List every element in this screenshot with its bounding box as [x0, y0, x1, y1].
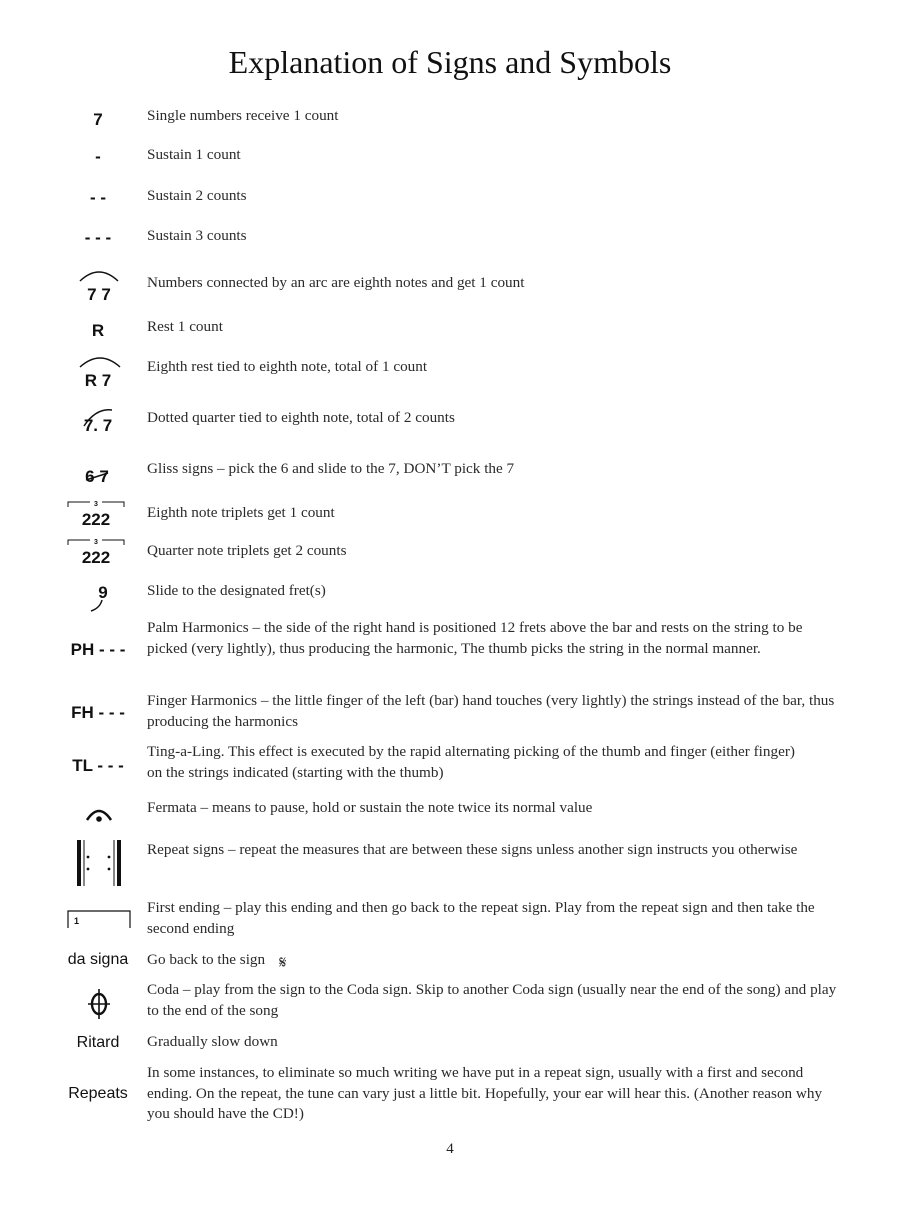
dotted-quarter-tie-symbol-text: 7. 7 [83, 416, 113, 435]
eighth-triplet-symbol-text: 222 [81, 510, 111, 529]
eighth-rest-tie-symbol [62, 349, 132, 391]
entry-description: Ting-a-Ling. This effect is executed by the rapid alternating picking of the thumb and finger (either finger) on the strings indicated (starting with the thumb) [147, 743, 795, 781]
quarter-triplet-symbol-text: 222 [81, 548, 111, 567]
slide-symbol-text: 9 [98, 583, 108, 602]
entry-description: Slide to the designated fret(s) [147, 582, 326, 599]
entry-description: Finger Harmonics – the little finger of the left (bar) hand touches (very lightly) the strings instead of the bar, thus producing the harmonics [147, 692, 835, 730]
entry-description: Gliss signs – pick the 6 and slide to the 7, DON’T pick the 7 [147, 460, 515, 477]
entry-description: Sustain 1 count [147, 146, 241, 163]
eighth-notes-symbol [64, 263, 134, 305]
entry-description: Rest 1 count [147, 318, 223, 335]
entry-description: Single numbers receive 1 count [147, 107, 339, 124]
entry-description [147, 949, 837, 971]
eighth-triplet-symbol [64, 498, 128, 530]
entry-description: Quarter note triplets get 2 counts [147, 542, 347, 559]
sustain-3-symbol: - - - [84, 228, 112, 247]
gliss-symbol-text: 6 7 [85, 467, 109, 486]
dotted-quarter-tie-symbol [62, 402, 132, 438]
entry-description: First ending – play this ending and then go back to the repeat sign. Play from the repeat sign and then take the second ending [147, 899, 815, 937]
single-number-symbol: 7 [93, 110, 103, 129]
quarter-triplet-symbol [64, 536, 128, 568]
entry-description: In some instances, to eliminate so much writing we have put in a repeat sign, usually with a first and second ending. On the repeat, the tune can vary just a little bit. Hopefully, your ear will hear this. (Another reason why you should have the CD!) [147, 1064, 823, 1122]
entry-description: Repeat signs – repeat the measures that are between these signs unless another sign instructs you otherwise [147, 841, 798, 858]
rest-symbol: R [91, 321, 105, 340]
ritard-label: Ritard [76, 1034, 120, 1051]
entry-description: Palm Harmonics – the side of the right hand is positioned 12 frets above the bar and rests on the string to be picked (very lightly), thus producing the harmonic, The thumb picks the string in the normal manner. [147, 619, 803, 657]
sustain-1-symbol: - [95, 147, 101, 166]
slide-symbol [80, 578, 120, 618]
entry-description: Fermata – means to pause, hold or sustain the note twice its normal value [147, 799, 593, 816]
eighth-notes-symbol-text: 7 7 [87, 285, 111, 304]
palm-harmonics-symbol: PH - - - [70, 640, 126, 659]
first-ending-number: 1 [74, 916, 80, 926]
gliss-symbol [62, 455, 132, 489]
entry-description: Coda – play from the sign to the Coda sign. Skip to another Coda sign (usually near the end of the song) and play to the end of the song [147, 981, 837, 1019]
ting-a-ling-symbol: TL - - - [72, 756, 124, 775]
triplet-3-mark: 3 [94, 539, 98, 546]
first-ending-icon [66, 908, 134, 930]
segno-icon: 𝄋 [279, 953, 287, 973]
fermata-icon [84, 804, 114, 824]
repeats-label: Repeats [68, 1085, 128, 1102]
finger-harmonics-symbol: FH - - - [71, 703, 125, 722]
entry-description: Numbers connected by an arc are eighth notes and get 1 count [147, 274, 525, 291]
entry-description: Eighth rest tied to eighth note, total of 1 count [147, 358, 428, 375]
sustain-2-symbol: - - [89, 188, 107, 207]
da-signa-label: da signa [67, 951, 129, 968]
coda-icon [86, 988, 112, 1020]
page-number: 4 [446, 1141, 454, 1157]
da-signa-description: Go back to the sign [147, 951, 266, 968]
triplet-3-mark: 3 [94, 501, 98, 508]
entry-description: Gradually slow down [147, 1033, 278, 1050]
entry-description: Sustain 2 counts [147, 187, 247, 204]
entry-description: Eighth note triplets get 1 count [147, 504, 335, 521]
entry-description: Sustain 3 counts [147, 227, 247, 244]
page-title: Explanation of Signs and Symbols [228, 44, 672, 80]
eighth-rest-tie-symbol-text: R 7 [84, 371, 112, 390]
entry-description: Dotted quarter tied to eighth note, total of 2 counts [147, 409, 455, 426]
repeat-sign-icon [74, 838, 124, 890]
